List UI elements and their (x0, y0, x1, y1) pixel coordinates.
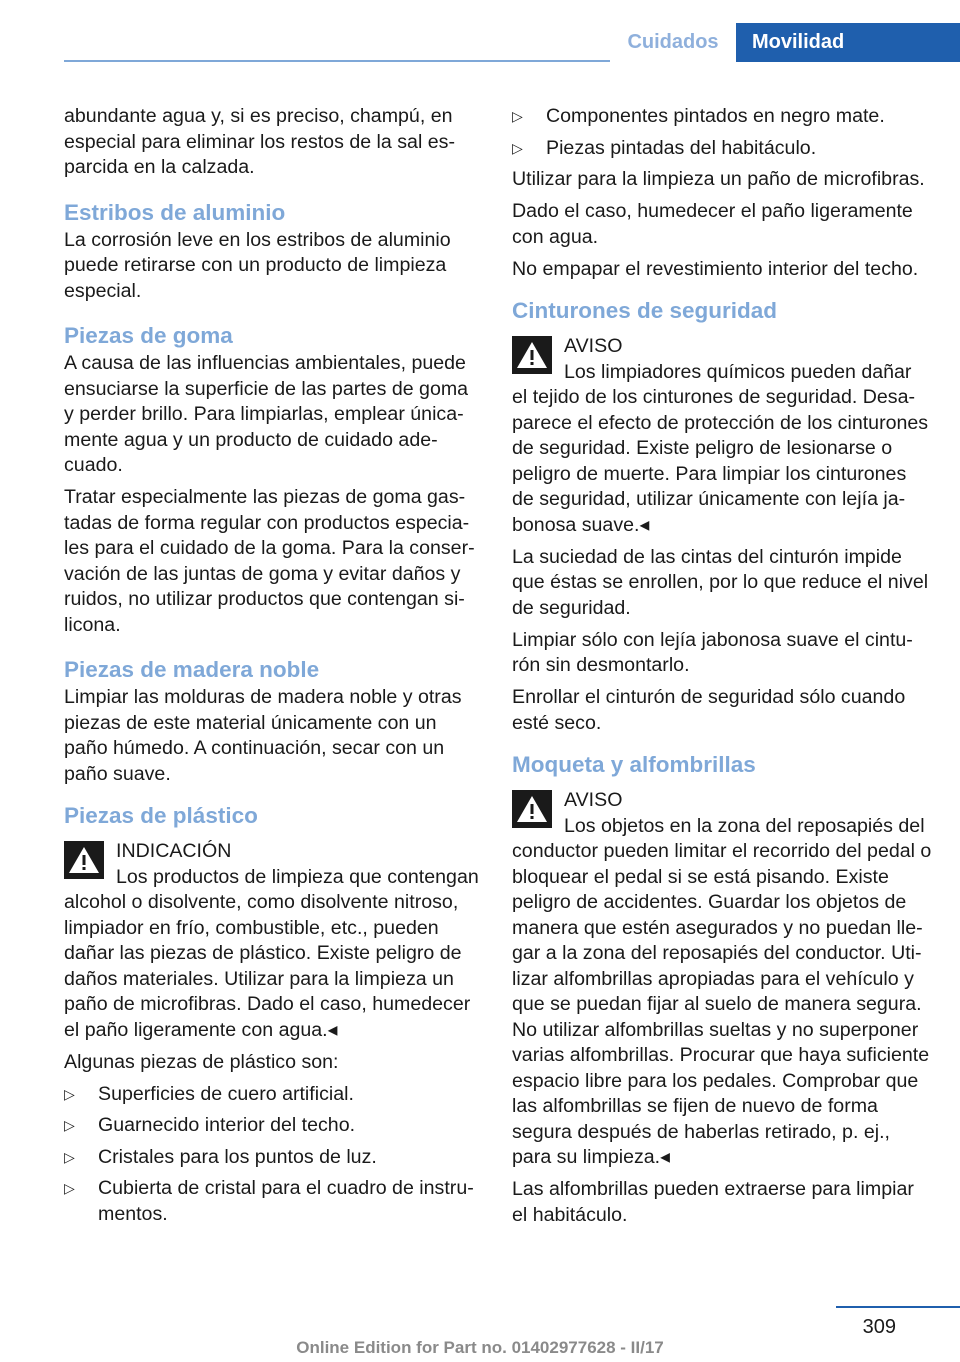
warning-notice-plastico (64, 839, 480, 1043)
footer-edition: Online Edition for Part no. 01402977628 - II/17 (296, 1338, 664, 1357)
heading-moqueta: Moqueta y alfombrillas (512, 752, 756, 777)
paragraph-madera: Limpiar las molduras de madera noble y otras piezas de este material únicamente con un paño húmedo. A continuación, secar con un paño suave. (64, 686, 462, 785)
triangle-right-icon: ▷ (512, 139, 523, 156)
warning-triangle-icon (64, 841, 104, 879)
list-item-text: Guarnecido interior del techo. (98, 1114, 356, 1136)
heading-cinturones: Cinturones de seguridad (512, 298, 778, 323)
list-item (512, 136, 932, 162)
paragraph-extraer: Las alfombrillas pueden extraerse para limpiar el habitáculo. (512, 1178, 914, 1226)
list-item-text: Componentes pintados en negro mate. (546, 105, 885, 127)
warning-notice-cinturones (512, 334, 932, 538)
triangle-right-icon: ▷ (64, 1085, 75, 1102)
paragraph-suciedad: La suciedad de las cintas del cinturón impide que éstas se enrollen, por lo que reduce el nivel de seguridad. (512, 545, 929, 619)
right-column (512, 104, 932, 1235)
list-item-text: Piezas pintadas del habitáculo. (546, 136, 817, 159)
warning-text: Los limpiadores químicos pueden dañar el tejido de los cinturones de seguridad. Desaparece el efecto de protección de los cinturones de seguridad. Existe peligro de lesionarse o peligro de muerte. Para limpiar los cinturones de seguridad, utilizar únicamente con lejía jabonosa suave.◂ (512, 360, 929, 536)
list-item (64, 1082, 480, 1108)
triangle-right-icon: ▷ (64, 1117, 75, 1133)
bullet-list-plastico-cont (512, 104, 932, 161)
paragraph-algunas: Algunas piezas de plástico son: (64, 1050, 339, 1073)
left-column (64, 104, 480, 1233)
list-item-text: Cubierta de cristal para el cuadro de instrumentos. (98, 1177, 474, 1225)
warning-text: Los productos de limpieza que contengan alcohol o disolvente, como disolvente nitroso, limpiador en frío, combustible, etc., pueden dañar las piezas de plástico. Existe peligro de daños materiales. Utilizar para la limpieza un paño de microfibras. Dado el caso, humedecer el paño ligeramente con agua.◂ (64, 865, 479, 1041)
warning-title: AVISO (564, 335, 623, 357)
page-number: 309 (862, 1316, 896, 1338)
list-item (64, 1113, 480, 1139)
triangle-right-icon: ▷ (64, 1180, 75, 1196)
list-item-text: Superficies de cuero artificial. (98, 1082, 354, 1105)
paragraph-no-empapar: No empapar el revestimiento interior del techo. (512, 257, 919, 280)
paragraph-goma-1: A causa de las influencias ambientales, puede ensuciarse la superficie de las partes de goma y perder brillo. Para limpiarlas, emplear únicamente agua y un producto de cuidado adecuado. (64, 352, 469, 476)
warning-title: INDICACIÓN (116, 840, 232, 862)
paragraph-goma-2: Tratar especialmente las piezas de goma gastadas de forma regular con productos especiales para el cuidado de la goma. Para la conservación de las juntas de goma y evitar daños y ruidos, no utilizar productos que contengan silicona. (64, 486, 475, 636)
triangle-right-icon: ▷ (64, 1148, 75, 1165)
list-item (64, 1145, 480, 1171)
paragraph-utilizar: Utilizar para la limpieza un paño de microfibras. (512, 168, 925, 190)
paragraph-intro: abundante agua y, si es preciso, champú, en especial para eliminar los restos de la sal esparcida en la calzada. (64, 105, 455, 178)
list-item (512, 104, 932, 130)
list-item (64, 1176, 480, 1227)
footer-rule (836, 1306, 960, 1308)
heading-plastico: Piezas de plástico (64, 803, 258, 828)
paragraph-limpiar: Limpiar sólo con lejía jabonosa suave el cinturón sin desmontarlo. (512, 628, 913, 676)
paragraph-estribos: La corrosión leve en los estribos de aluminio puede retirarse con un producto de limpieza especial. (64, 228, 451, 302)
heading-estribos: Estribos de aluminio (64, 199, 286, 225)
warning-triangle-icon (512, 790, 552, 828)
triangle-right-icon: ▷ (512, 108, 523, 124)
bullet-list-plastico (64, 1082, 480, 1228)
tab-movilidad[interactable]: Movilidad (736, 23, 960, 62)
warning-text: Los objetos en la zona del reposapiés del conductor pueden limitar el recorrido del pedal o bloquear el pedal si se está pisando. Existe peligro de accidentes. Guardar los objetos de manera que estén asegurados y no puedan llegar a la zona del reposapiés del conductor. Utilizar alfombrillas apropiadas para el vehículo y que se puedan fijar al suelo de manera segura. No utilizar alfombrillas sueltas y no superponer varias alfombrillas. Procurar que haya suficiente espacio libre para los pedales. Comprobar que las alfombrillas se fijen de nuevo de forma segura después de haberlas retirado, p. ej., para su limpieza.◂ (512, 814, 932, 1168)
heading-goma: Piezas de goma (64, 323, 233, 348)
paragraph-enrollar: Enrollar el cinturón de seguridad sólo cuando esté seco. (512, 686, 906, 734)
warning-triangle-icon (512, 336, 552, 374)
heading-madera: Piezas de madera noble (64, 657, 320, 682)
tab-cuidados[interactable]: Cuidados (610, 23, 736, 62)
warning-notice-moqueta (512, 788, 932, 1171)
list-item-text: Cristales para los puntos de luz. (98, 1145, 377, 1168)
warning-title: AVISO (564, 789, 623, 811)
paragraph-dado: Dado el caso, humedecer el paño ligeramente con agua. (512, 200, 913, 248)
